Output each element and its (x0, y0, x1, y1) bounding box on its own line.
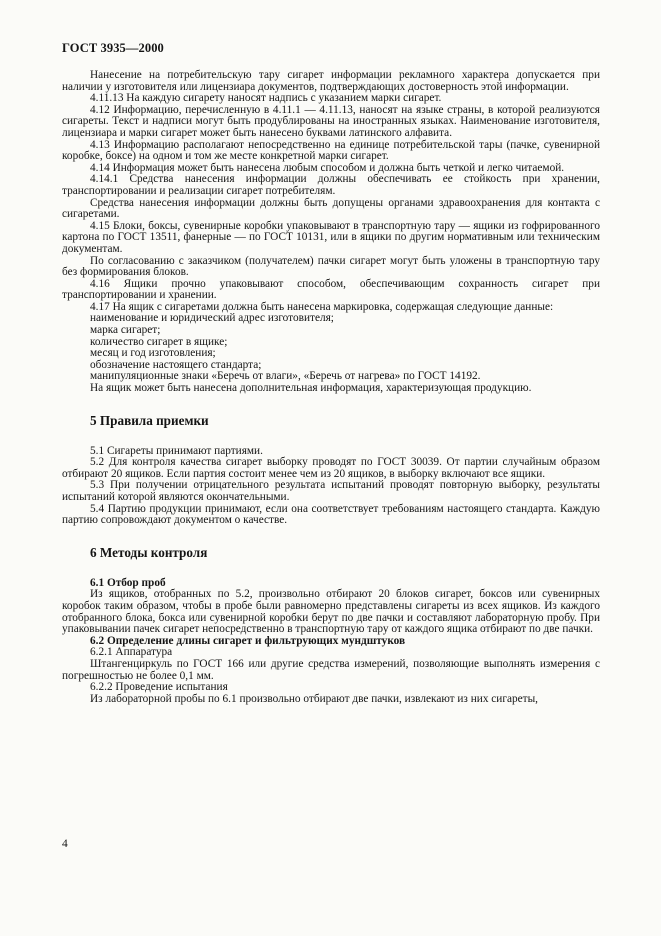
paragraph: 5.2 Для контроля качества сигарет выборку проводят по ГОСТ 30039. От партии случайным образом отбирают 20 ящиков. Если партия состоит менее чем из 20 ящиков, в выборку включают все ящики. (62, 456, 600, 480)
list-item: месяц и год изготовления; (90, 347, 216, 360)
subsection-title: 6.2 Определение длины сигарет и фильтрующих мундштуков (90, 634, 406, 647)
document-header: ГОСТ 3935—2000 (62, 41, 164, 55)
paragraph: Штангенциркуль по ГОСТ 166 или другие средства измерений, позволяющие выполнять измерения с погрешностью не более 0,1 мм. (62, 657, 600, 682)
paragraph: 4.12 Информацию, перечисленную в 4.11.1 — 4.11.13, наносят на языке страны, в которой реализуются сигареты. Текст и надписи могут быть продублированы на иностранных языках. Наименование изготовителя, лицензиара и марки сигарет может быть нанесено буквами латинского алфавита. (62, 103, 600, 139)
paragraph: 4.16 Ящики прочно упаковывают способом, обеспечивающим сохранность сигарет при транспортировании и хранении. (62, 277, 600, 302)
paragraph: Из лабораторной пробы по 6.1 произвольно отбирают две пачки, извлекают из них сигареты, (90, 692, 539, 705)
paragraph: 5.4 Партию продукции принимают, если она соответствует требованиям настоящего стандарта. Каждую партию сопровождают документом о качестве. (62, 502, 600, 527)
paragraph: 4.11.13 На каждую сигарету наносят надпись с указанием марки сигарет. (90, 92, 442, 105)
paragraph: 6.2.2 Проведение испытания (90, 681, 228, 694)
paragraph: 4.14.1 Средства нанесения информации должны обеспечивать ее стойкость при хранении, транспортировании и реализации сигарет потребителям. (62, 173, 600, 197)
paragraph: Средства нанесения информации должны быть допущены органами здравоохранения для контакта с сигаретами. (62, 196, 600, 221)
paragraph: На ящик может быть нанесена дополнительная информация, характеризующая продукцию. (90, 382, 532, 395)
page-number: 4 (62, 838, 68, 850)
section-title: 6 Методы контроля (90, 544, 208, 560)
list-item: обозначение настоящего стандарта; (90, 358, 262, 371)
list-item: наименование и юридический адрес изготовителя; (90, 312, 334, 325)
subsection-title: 6.1 Отбор проб (90, 576, 166, 589)
section-title: 5 Правила приемки (90, 412, 209, 428)
paragraph: 4.17 На ящик с сигаретами должна быть нанесена маркировка, содержащая следующие данные: (90, 300, 554, 313)
paragraph: 5.1 Сигареты принимают партиями. (90, 444, 263, 457)
document-body (62, 70, 600, 705)
paragraph: 6.2.1 Аппаратура (90, 646, 173, 659)
paragraph: Нанесение на потребительскую тару сигарет информации рекламного характера допускается при наличии у изготовителя или лицензиара документов, подтверждающих достоверность этой информации. (62, 69, 600, 93)
paragraph: По согласованию с заказчиком (получателем) пачки сигарет могут быть уложены в транспортную тару без формирования блоков. (62, 254, 600, 279)
list-item: манипуляционные знаки «Беречь от влаги», «Беречь от нагрева» по ГОСТ 14192. (90, 370, 481, 383)
paragraph: 4.15 Блоки, боксы, сувенирные коробки упаковывают в транспортную тару — ящики из гофрированного картона по ГОСТ 13511, фанерные — по ГОСТ 10131, или в ящики по другим нормативным или техническим документам. (62, 219, 600, 255)
paragraph: 4.13 Информацию располагают непосредственно на единице потребительской тары (пачке, сувенирной коробке, боксе) на одном и том же месте конкретной марки сигарет. (62, 138, 600, 163)
paragraph: Из ящиков, отобранных по 5.2, произвольно отбирают 20 блоков сигарет, боксов или сувенирных коробок таким образом, чтобы в пробе были равномерно представлены сигареты из всех ящиков. Из каждого отобранного блока, бокса или сувенирной коробки берут по две пачки и составляют лабораторную пробу. При упаковывании пачек сигарет непосредственно в транспортную тару от каждого ящика отбирают по две пачки. (62, 588, 600, 636)
list-item: количество сигарет в ящике; (90, 335, 228, 348)
paragraph: 5.3 При получении отрицательного результата испытаний проводят повторную выборку, результаты испытаний которой являются окончательными. (62, 479, 600, 503)
list-item: марка сигарет; (90, 324, 161, 337)
paragraph: 4.14 Информация может быть нанесена любым способом и должна быть четкой и легко читаемой. (90, 161, 565, 174)
